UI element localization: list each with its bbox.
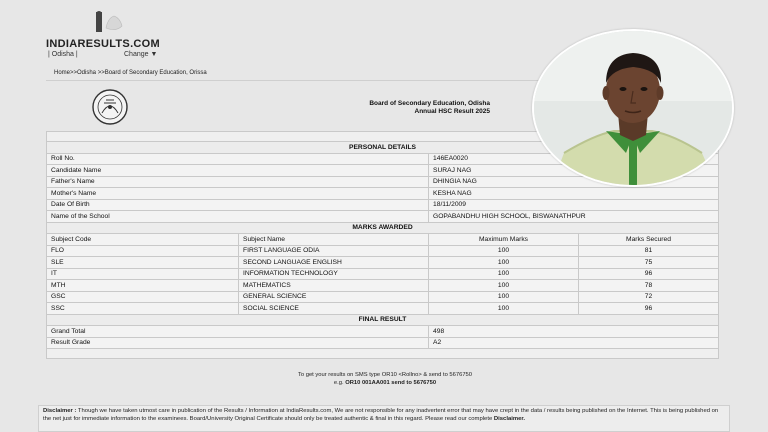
table-row: [47, 211, 719, 223]
max-marks: 100: [429, 303, 579, 315]
candidate-portrait: [534, 31, 732, 185]
subject-name: INFORMATION TECHNOLOGY: [239, 268, 429, 280]
sms-example: [250, 379, 520, 387]
subject-code: GSC: [47, 291, 239, 303]
disclaimer-link[interactable]: Disclaimer.: [493, 415, 525, 422]
marks-secured: 81: [579, 245, 719, 257]
change-state-link[interactable]: Change ▼: [124, 51, 158, 58]
disclaimer-title: Disclaimer :: [43, 408, 77, 414]
candidate-photo: [532, 29, 734, 187]
subject-name: FIRST LANGUAGE ODIA: [239, 245, 429, 257]
marks-secured: 96: [579, 303, 719, 315]
board-title: [330, 100, 490, 116]
subject-code: SSC: [47, 303, 239, 315]
sms-example-command: OR10 001AA001 send to 5676750: [345, 380, 437, 386]
final-result-heading: FINAL RESULT: [47, 314, 719, 326]
subject-name: SOCIAL SCIENCE: [239, 303, 429, 315]
personal-details-heading: PERSONAL DETAILS: [47, 142, 719, 154]
row-label: Father's Name: [47, 176, 429, 188]
subject-name: GENERAL SCIENCE: [239, 291, 429, 303]
table-row: [47, 245, 719, 257]
row-label: Mother's Name: [47, 188, 429, 200]
breadcrumb-divider: [46, 80, 606, 81]
row-label: Candidate Name: [47, 165, 429, 177]
max-marks: 100: [429, 257, 579, 269]
table-row: [47, 257, 719, 269]
breadcrumb[interactable]: Home>>Odisha >>Board of Secondary Education, Orissa: [54, 70, 207, 76]
exam-name: Annual HSC Result 2025: [414, 108, 490, 115]
result-grade-value: A2: [429, 337, 719, 349]
column-header: Maximum Marks: [429, 234, 579, 246]
marks-header-row: [47, 234, 719, 246]
disclaimer-box: [38, 405, 730, 432]
result-grade-label: Result Grade: [47, 337, 429, 349]
grand-total-label: Grand Total: [47, 326, 429, 338]
row-label: Date Of Birth: [47, 199, 429, 211]
table-row: [47, 291, 719, 303]
disclaimer-text: Though we have taken utmost care in publication of the Results / Information at IndiaResults.com, We are not responsible for any inadvertent error that may have crept in the data / results being published on the Internet. This is being published on the net just for immediate information to the examinees. Board/University Original Certificate should only be treated authentic & final in this regard. Please read our complete: [43, 408, 719, 422]
table-row: [47, 199, 719, 211]
marks-secured: 72: [579, 291, 719, 303]
column-header: Marks Secured: [579, 234, 719, 246]
spacer-row: [47, 349, 719, 359]
grand-total-value: 498: [429, 326, 719, 338]
subject-code: SLE: [47, 257, 239, 269]
table-row: [47, 268, 719, 280]
max-marks: 100: [429, 291, 579, 303]
site-logo[interactable]: [46, 8, 186, 60]
state-label: | Odisha |: [48, 51, 78, 58]
table-row: [47, 188, 719, 200]
subject-code: IT: [47, 268, 239, 280]
marks-secured: 78: [579, 280, 719, 292]
subject-code: MTH: [47, 280, 239, 292]
row-label: Roll No.: [47, 153, 429, 165]
marks-secured: 75: [579, 257, 719, 269]
brand-name: INDIARESULTS.COM: [46, 38, 160, 50]
marks-secured: 96: [579, 268, 719, 280]
board-name: Board of Secondary Education, Odisha: [369, 100, 490, 107]
sms-example-prefix: e.g.: [333, 380, 346, 386]
table-row: [47, 337, 719, 349]
row-label: Name of the School: [47, 211, 429, 223]
row-value: DHINGIA NAG: [429, 176, 719, 188]
table-row: [47, 280, 719, 292]
column-header: Subject Code: [47, 234, 239, 246]
marks-awarded-heading: MARKS AWARDED: [47, 222, 719, 234]
row-value: GOPABANDHU HIGH SCHOOL, BISWANATHPUR: [429, 211, 719, 223]
subject-name: MATHEMATICS: [239, 280, 429, 292]
logo-mark-icon: [94, 10, 126, 36]
max-marks: 100: [429, 280, 579, 292]
table-row: [47, 326, 719, 338]
column-header: Subject Name: [239, 234, 429, 246]
max-marks: 100: [429, 268, 579, 280]
board-seal-icon: [84, 88, 136, 126]
table-row: [47, 303, 719, 315]
subject-code: FLO: [47, 245, 239, 257]
sms-info: [250, 371, 520, 387]
row-value: 18/11/2009: [429, 199, 719, 211]
max-marks: 100: [429, 245, 579, 257]
row-value: SURAJ NAG: [429, 165, 719, 177]
subject-name: SECOND LANGUAGE ENGLISH: [239, 257, 429, 269]
row-value: 146EA0020: [429, 153, 719, 165]
sms-instruction: To get your results on SMS type OR10 <Rollno> & send to 5676750: [297, 372, 472, 378]
row-value: KESHA NAG: [429, 188, 719, 200]
